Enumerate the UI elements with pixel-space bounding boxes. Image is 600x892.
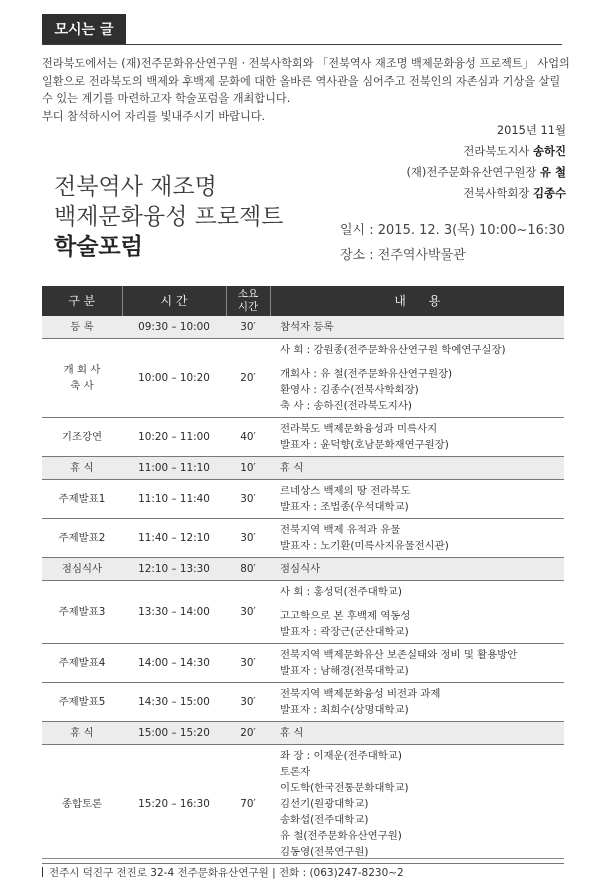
table-row bbox=[42, 519, 564, 558]
cell-category: 개 회 사 축 사 bbox=[42, 339, 122, 418]
host-name: 김종수 bbox=[532, 186, 566, 200]
content-line: 발표자 : 남해경(전북대학교) bbox=[280, 665, 409, 677]
cell-duration: 20′ bbox=[226, 722, 270, 745]
content-line: 좌 장 : 이재운(전주대학교) bbox=[280, 750, 402, 762]
sign-date: 2015년 11월 bbox=[496, 123, 566, 137]
event-place: 장소 : 전주역사박물관 bbox=[340, 248, 466, 263]
footer bbox=[42, 865, 404, 880]
intro-line: 수 있는 계기를 마련하고자 학술포럼을 개최합니다. bbox=[42, 92, 291, 105]
table-row bbox=[42, 457, 564, 480]
content-line: 환영사 : 김종수(전북사학회장) bbox=[280, 384, 419, 396]
event-meta bbox=[340, 218, 565, 268]
intro-line: 부디 참석하시어 자리를 빛내주시기 바랍니다. bbox=[42, 109, 266, 123]
table-row bbox=[42, 316, 564, 339]
cell-time: 11:10 – 11:40 bbox=[122, 480, 226, 519]
table-row bbox=[42, 581, 564, 644]
cell-category: 휴 식 bbox=[42, 457, 122, 480]
cell-content bbox=[270, 722, 564, 745]
content-line: 사 회 : 강원종(전주문화유산연구원 학예연구실장) bbox=[280, 344, 506, 356]
section-badge: 모시는 글 bbox=[42, 14, 126, 44]
content-line: 발표자 : 노기환(미륵사지유물전시관) bbox=[280, 540, 449, 552]
host-role: 전라북도지사 bbox=[463, 144, 530, 158]
table-row bbox=[42, 644, 564, 683]
content-line: 발표자 : 조법종(우석대학교) bbox=[280, 501, 409, 513]
table-row bbox=[42, 480, 564, 519]
cell-content bbox=[270, 457, 564, 480]
cell-time: 10:00 – 10:20 bbox=[122, 339, 226, 418]
table-row bbox=[42, 683, 564, 722]
table-row bbox=[42, 339, 564, 418]
cell-category: 주제발표4 bbox=[42, 644, 122, 683]
forum-title bbox=[54, 172, 284, 262]
host-line bbox=[306, 141, 566, 162]
cell-time: 11:40 – 12:10 bbox=[122, 519, 226, 558]
cell-duration: 30′ bbox=[226, 316, 270, 339]
host-line bbox=[306, 183, 566, 204]
content-line: 이도학(한국전통문화대학교) bbox=[280, 782, 409, 794]
cell-duration: 30′ bbox=[226, 581, 270, 644]
cell-content bbox=[270, 519, 564, 558]
intro-line: 전라북도에서는 (재)전주문화유산연구원 · 전북사학회와 「전북역사 재조명 백제문화융성 프로젝트」 사업의 bbox=[42, 57, 570, 70]
top-divider bbox=[42, 44, 562, 45]
cell-time: 11:00 – 11:10 bbox=[122, 457, 226, 480]
cell-duration: 30′ bbox=[226, 480, 270, 519]
col-header-time: 시 간 bbox=[122, 286, 226, 316]
cell-time: 14:00 – 14:30 bbox=[122, 644, 226, 683]
table-row bbox=[42, 745, 564, 864]
cell-content bbox=[270, 581, 564, 644]
cell-content bbox=[270, 558, 564, 581]
cell-time: 14:30 – 15:00 bbox=[122, 683, 226, 722]
title-line-3: 학술포럼 bbox=[54, 234, 143, 260]
content-line: 휴 식 bbox=[280, 727, 304, 739]
cell-duration: 30′ bbox=[226, 519, 270, 558]
host-role: 전북사학회장 bbox=[463, 186, 530, 200]
content-line: 토론자 bbox=[280, 766, 311, 778]
host-name: 송하진 bbox=[532, 144, 566, 158]
content-line: 축 사 : 송하진(전라북도지사) bbox=[280, 400, 412, 412]
cell-content bbox=[270, 418, 564, 457]
cell-time: 10:20 – 11:00 bbox=[122, 418, 226, 457]
title-line-2: 백제문화융성 프로젝트 bbox=[54, 204, 284, 230]
host-name: 유 철 bbox=[540, 165, 566, 179]
cell-category: 주제발표3 bbox=[42, 581, 122, 644]
content-line: 발표자 : 최희수(상명대학교) bbox=[280, 704, 409, 716]
cell-content bbox=[270, 644, 564, 683]
cell-duration: 30′ bbox=[226, 683, 270, 722]
program-table bbox=[42, 286, 564, 864]
cell-time: 09:30 – 10:00 bbox=[122, 316, 226, 339]
content-line: 휴 식 bbox=[280, 462, 304, 474]
title-line-1: 전북역사 재조명 bbox=[54, 174, 217, 200]
event-date: 일시 : 2015. 12. 3(목) 10:00~16:30 bbox=[340, 223, 565, 238]
cell-duration: 70′ bbox=[226, 745, 270, 864]
table-body bbox=[42, 316, 564, 864]
cell-duration: 40′ bbox=[226, 418, 270, 457]
host-line bbox=[306, 162, 566, 183]
invitation-text bbox=[42, 55, 570, 125]
cell-category: 주제발표1 bbox=[42, 480, 122, 519]
cell-time: 12:10 – 13:30 bbox=[122, 558, 226, 581]
content-line: 고고학으로 본 후백제 역동성 bbox=[280, 610, 411, 622]
col-header-duration: 소요 시간 bbox=[226, 286, 270, 316]
cell-content bbox=[270, 339, 564, 418]
footer-text: 전주시 덕진구 전진로 32-4 전주문화유산연구원 | 전화 : (063)247-8230~2 bbox=[49, 867, 404, 879]
host-role: (재)전주문화유산연구원장 bbox=[406, 165, 537, 179]
cell-category: 주제발표2 bbox=[42, 519, 122, 558]
cell-content bbox=[270, 683, 564, 722]
cell-content bbox=[270, 745, 564, 864]
col-header-category: 구 분 bbox=[42, 286, 122, 316]
content-line: 전북지역 백제문화유산 보존실태와 정비 및 활용방안 bbox=[280, 649, 518, 661]
cell-category: 주제발표5 bbox=[42, 683, 122, 722]
content-line: 점심식사 bbox=[280, 563, 321, 575]
cell-time: 13:30 – 14:00 bbox=[122, 581, 226, 644]
col-header-content: 내 용 bbox=[270, 286, 564, 316]
content-line: 전라북도 백제문화융성과 미륵사지 bbox=[280, 423, 438, 435]
cell-category: 휴 식 bbox=[42, 722, 122, 745]
table-header-row bbox=[42, 286, 564, 316]
cell-time: 15:00 – 15:20 bbox=[122, 722, 226, 745]
content-line: 김선기(원광대학교) bbox=[280, 798, 369, 810]
cell-content bbox=[270, 316, 564, 339]
cell-duration: 20′ bbox=[226, 339, 270, 418]
cell-duration: 80′ bbox=[226, 558, 270, 581]
content-line: 김동영(전북연구원) bbox=[280, 846, 369, 858]
cell-category: 기조강연 bbox=[42, 418, 122, 457]
intro-line: 일환으로 전라북도의 백제와 후백제 문화에 대한 올바른 역사관을 심어주고 전북인의 자존심과 기상을 살릴 bbox=[42, 74, 561, 88]
table-row bbox=[42, 558, 564, 581]
cell-content bbox=[270, 480, 564, 519]
content-line: 발표자 : 곽장근(군산대학교) bbox=[280, 626, 409, 638]
cell-category: 종합토론 bbox=[42, 745, 122, 864]
footer-divider bbox=[42, 858, 564, 859]
table-row bbox=[42, 722, 564, 745]
footer-bar bbox=[42, 867, 43, 877]
content-line: 참석자 등록 bbox=[280, 321, 334, 333]
content-line: 개회사 : 유 철(전주문화유산연구원장) bbox=[280, 368, 453, 380]
content-line: 송화섭(전주대학교) bbox=[280, 814, 369, 826]
cell-time: 15:20 – 16:30 bbox=[122, 745, 226, 864]
cell-duration: 10′ bbox=[226, 457, 270, 480]
content-line: 유 철(전주문화유산연구원) bbox=[280, 830, 402, 842]
signature-block bbox=[306, 120, 566, 204]
content-line: 사 회 : 홍성덕(전주대학교) bbox=[280, 586, 402, 598]
cell-category: 등 록 bbox=[42, 316, 122, 339]
content-line: 전북지역 백제 유적과 유물 bbox=[280, 524, 401, 536]
content-line: 르네상스 백제의 땅 전라북도 bbox=[280, 485, 411, 497]
content-line: 전북지역 백제문화융성 비전과 과제 bbox=[280, 688, 441, 700]
table-row bbox=[42, 418, 564, 457]
cell-duration: 30′ bbox=[226, 644, 270, 683]
cell-category: 점심식사 bbox=[42, 558, 122, 581]
content-line: 발표자 : 윤덕향(호남문화재연구원장) bbox=[280, 439, 449, 451]
